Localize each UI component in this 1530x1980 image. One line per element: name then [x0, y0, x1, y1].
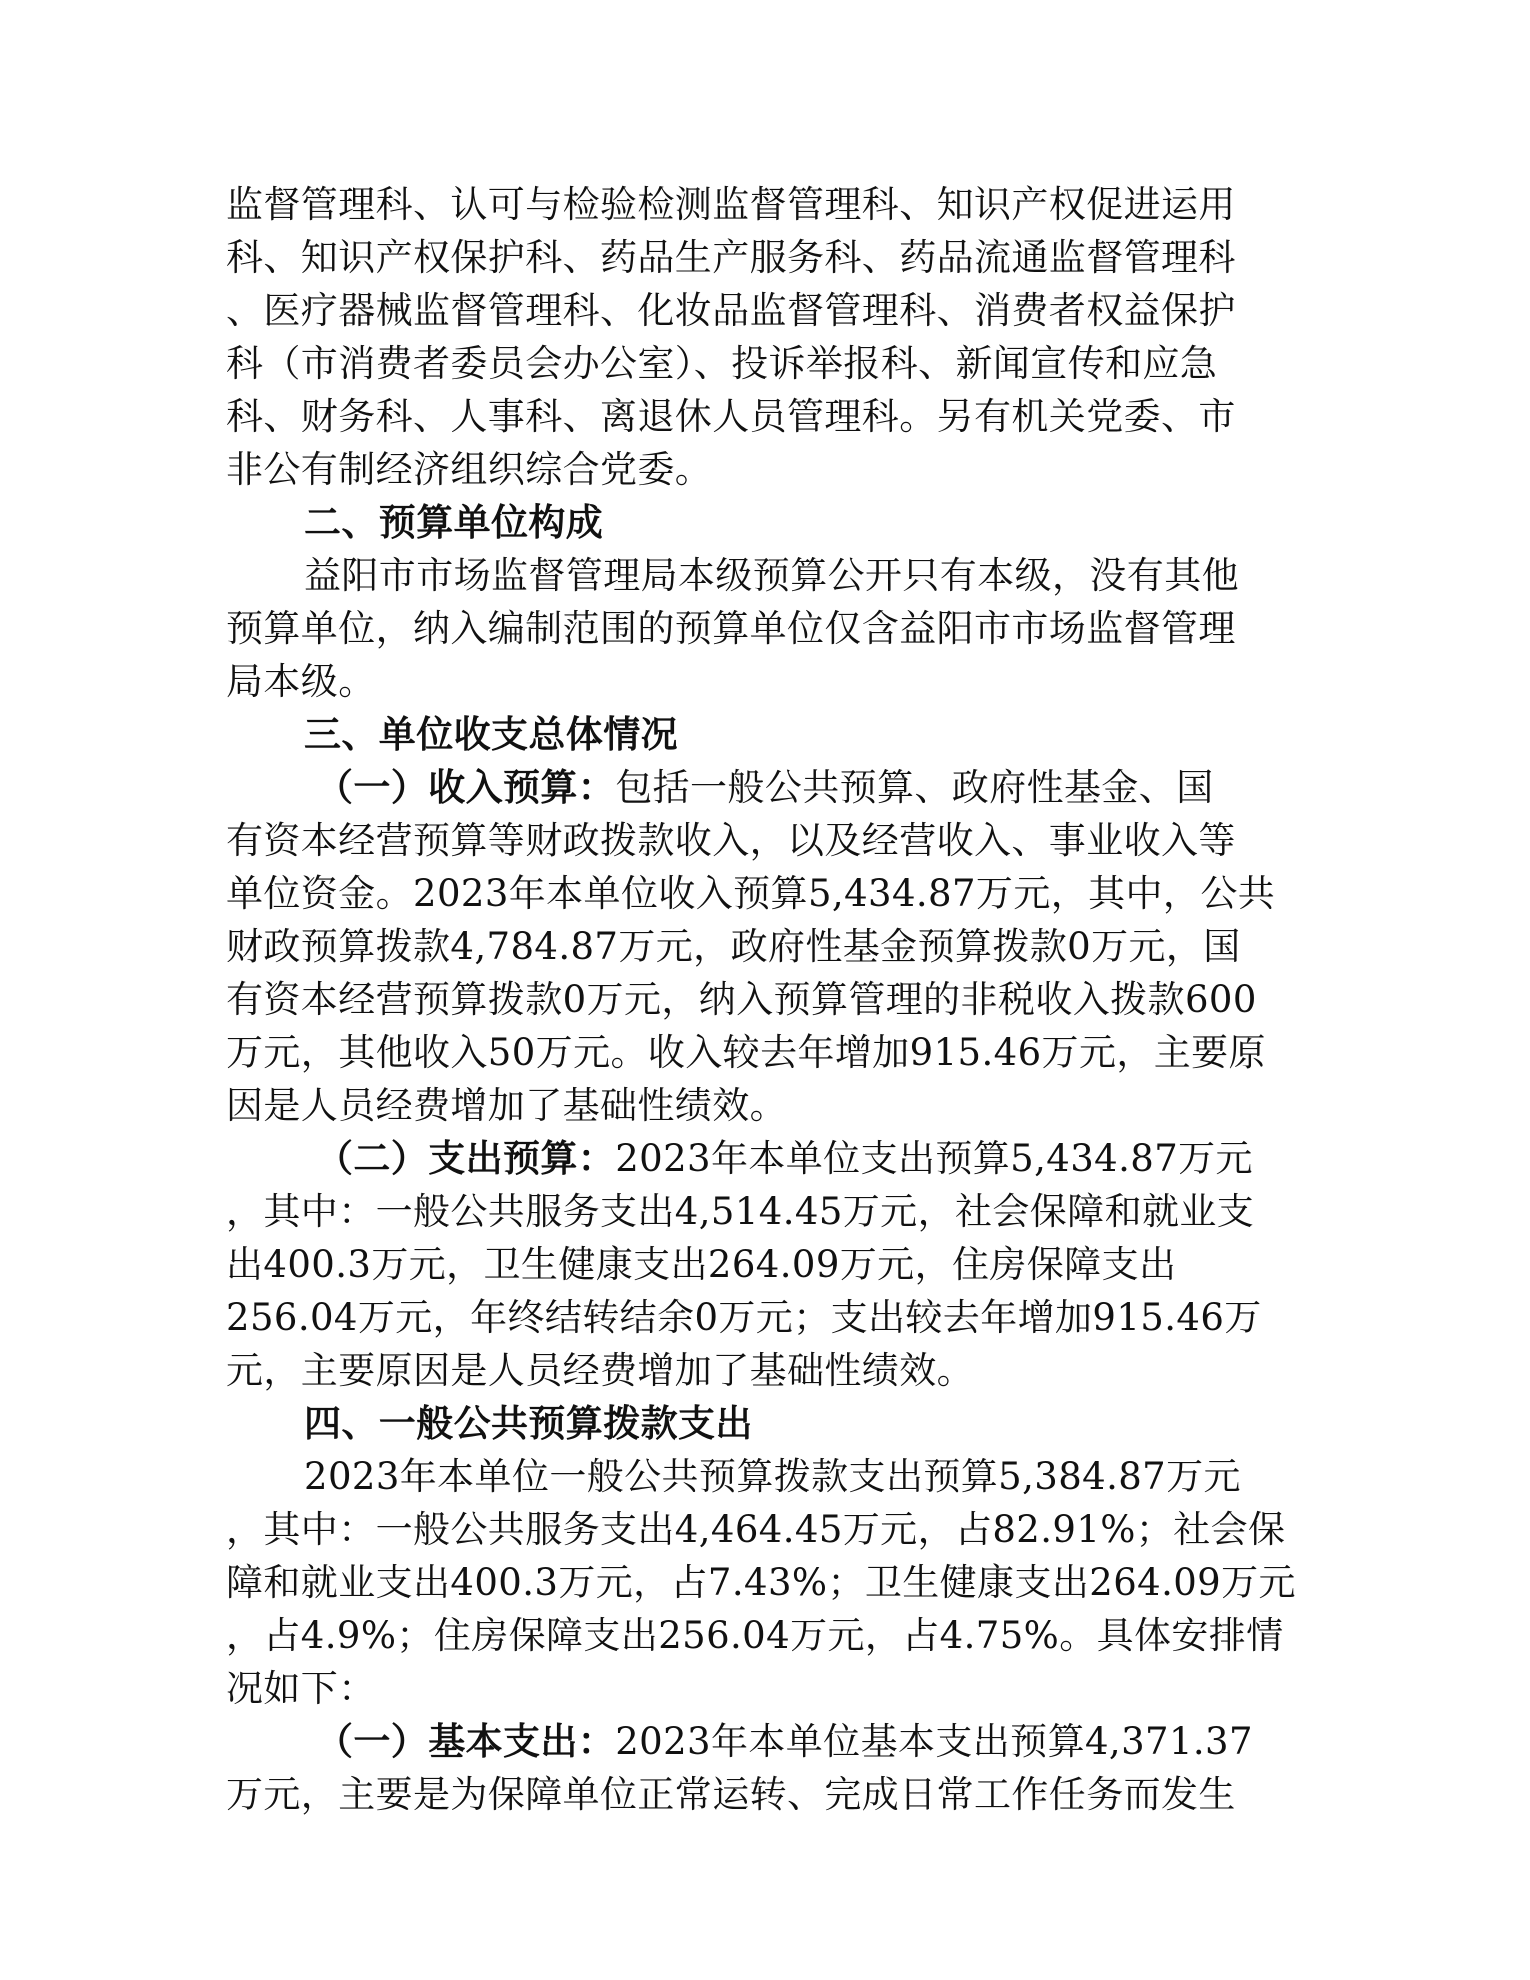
body-line: 科、知识产权保护科、药品生产服务科、药品流通监督管理科: [226, 236, 1236, 279]
section-heading-revenue-expenditure: 三、单位收支总体情况: [304, 712, 678, 756]
document-page: [226, 178, 1306, 1821]
body-line: 、医疗器械监督管理科、化妆品监督管理科、消费者权益保护: [226, 289, 1236, 332]
body-line: 科、财务科、人事科、离退休人员管理科。另有机关党委、市: [226, 395, 1236, 438]
section-heading-general-budget: 四、一般公共预算拨款支出: [304, 1401, 753, 1445]
body-text: 2023年本单位支出预算5,434.87万元: [615, 1137, 1253, 1180]
subheading-expenditure-budget: （二）支出预算：: [316, 1136, 616, 1180]
body-line: 况如下：: [226, 1667, 376, 1710]
paragraph-first-line: 2023年本单位一般公共预算拨款支出预算5,384.87万元: [304, 1455, 1241, 1498]
body-line: 万元，主要是为保障单位正常运转、完成日常工作任务而发生: [226, 1773, 1236, 1816]
body-line: 万元，其他收入50万元。收入较去年增加915.46万元，主要原: [226, 1031, 1266, 1074]
body-line: ，占4.9%；住房保障支出256.04万元，占4.75%。具体安排情: [226, 1614, 1284, 1657]
paragraph-first-line: [226, 1715, 1306, 1768]
body-line: 有资本经营预算拨款0万元，纳入预算管理的非税收入拨款600: [226, 978, 1257, 1021]
body-line: ，其中：一般公共服务支出4,514.45万元，社会保障和就业支: [226, 1190, 1255, 1233]
body-text: 2023年本单位基本支出预算4,371.37: [615, 1720, 1253, 1763]
body-line: ，其中：一般公共服务支出4,464.45万元，占82.91%；社会保: [226, 1508, 1286, 1551]
body-line: 监督管理科、认可与检验检测监督管理科、知识产权促进运用: [226, 183, 1236, 226]
section-heading-budget-units: 二、预算单位构成: [304, 500, 604, 544]
body-line: 256.04万元，年终结转结余0万元；支出较去年增加915.46万: [226, 1296, 1262, 1339]
body-line: 预算单位，纳入编制范围的预算单位仅含益阳市市场监督管理: [226, 607, 1236, 650]
body-line: 因是人员经费增加了基础性绩效。: [226, 1084, 787, 1127]
paragraph-first-line: [226, 1132, 1306, 1185]
paragraph-first-line: [226, 761, 1306, 814]
body-text: 包括一般公共预算、政府性基金、国: [615, 766, 1214, 809]
body-line: 单位资金。2023年本单位收入预算5,434.87万元，其中，公共: [226, 872, 1276, 915]
subheading-basic-expenditure: （一）基本支出：: [316, 1719, 616, 1763]
body-line: 科（市消费者委员会办公室）、投诉举报科、新闻宣传和应急: [226, 342, 1218, 385]
body-line: 非公有制经济组织综合党委。: [226, 448, 713, 491]
body-line: 有资本经营预算等财政拨款收入，以及经营收入、事业收入等: [226, 819, 1236, 862]
paragraph-first-line: 益阳市市场监督管理局本级预算公开只有本级，没有其他: [304, 554, 1239, 597]
subheading-revenue-budget: （一）收入预算：: [316, 765, 616, 809]
body-line: 财政预算拨款4,784.87万元，政府性基金预算拨款0万元，国: [226, 925, 1241, 968]
body-line: 局本级。: [226, 660, 376, 703]
body-line: 元，主要原因是人员经费增加了基础性绩效。: [226, 1349, 974, 1392]
body-line: 出400.3万元，卫生健康支出264.09万元，住房保障支出: [226, 1243, 1177, 1286]
body-line: 障和就业支出400.3万元，占7.43%；卫生健康支出264.09万元: [226, 1561, 1296, 1604]
